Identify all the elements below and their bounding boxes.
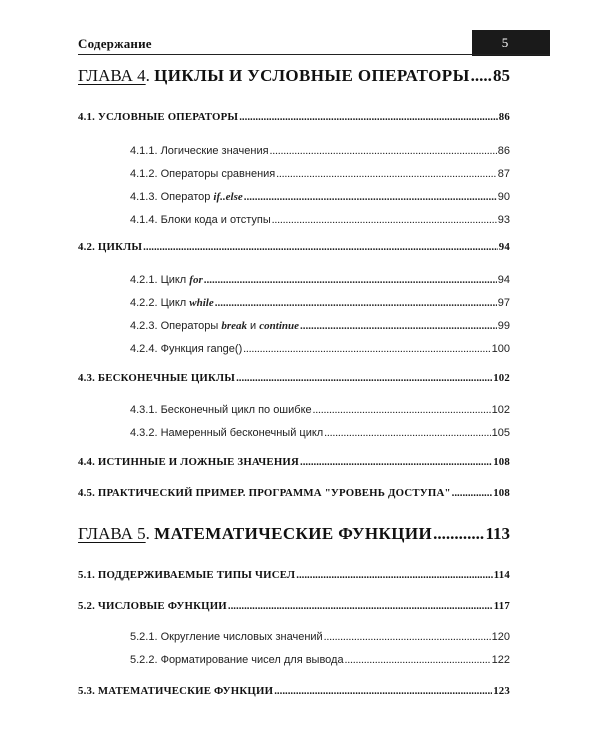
page-ref: 108	[493, 487, 510, 499]
page-ref: 86	[497, 145, 510, 157]
toc-subsection-4-1-1[interactable]	[130, 145, 510, 157]
leader-dots	[300, 320, 497, 332]
section-title: 4.5. ПРАКТИЧЕСКИЙ ПРИМЕР. ПРОГРАММА "УРОВЕНЬ ДОСТУПА"	[78, 487, 451, 499]
toc-subsection-4-1-4[interactable]	[130, 214, 510, 226]
page-ref: 120	[491, 631, 510, 643]
toc-section-5-3[interactable]	[78, 685, 510, 697]
leader-dots	[272, 214, 497, 226]
page-ref: 94	[498, 241, 510, 253]
leader-dots	[236, 372, 492, 384]
toc-chapter-5[interactable]: ГЛАВА 5. МАТЕМАТИЧЕСКИЕ ФУНКЦИИ ..... 113	[78, 524, 510, 544]
page-ref: 87	[497, 168, 510, 180]
section-title: 4.3. БЕСКОНЕЧНЫЕ ЦИКЛЫ	[78, 372, 236, 384]
toc-section-5-2[interactable]	[78, 600, 510, 612]
toc-subsection-5-2-1[interactable]	[130, 631, 510, 643]
subsection-title: 4.2.1. Цикл	[130, 274, 190, 286]
leader-dots	[324, 427, 490, 439]
leader-dots	[300, 456, 492, 468]
leader-dots	[239, 111, 498, 123]
toc-section-4-4[interactable]	[78, 456, 510, 468]
chapter-title: МАТЕМАТИЧЕСКИЕ ФУНКЦИИ	[154, 524, 433, 543]
leader-dots	[433, 524, 484, 544]
section-title: 4.1. УСЛОВНЫЕ ОПЕРАТОРЫ	[78, 111, 239, 123]
page-ref: 93	[497, 214, 510, 226]
leader-dots	[452, 487, 493, 499]
keyword-break: break	[221, 320, 247, 332]
header-rule	[78, 54, 550, 55]
leader-dots	[471, 66, 492, 86]
page-ref: 114	[493, 569, 510, 581]
page-ref: 105	[491, 427, 510, 439]
keyword: if..else	[213, 191, 243, 203]
page-ref: 117	[493, 600, 510, 612]
toc-section-4-5[interactable]	[78, 487, 510, 499]
subsection-title: 4.1.4. Блоки кода и отступы	[130, 214, 271, 226]
page-ref: 86	[498, 111, 510, 123]
toc-section-5-1[interactable]	[78, 569, 510, 581]
toc-subsection-4-3-1[interactable]	[130, 404, 510, 416]
page-ref: 85	[493, 66, 510, 85]
page-ref: 102	[493, 372, 510, 384]
leader-dots	[270, 145, 497, 157]
subsection-title: 4.1.2. Операторы сравнения	[130, 168, 276, 180]
toc-subsection-4-1-2[interactable]	[130, 168, 510, 180]
leader-dots	[324, 631, 491, 643]
toc-subsection-5-2-2[interactable]	[130, 654, 510, 666]
page-ref: 108	[493, 456, 510, 468]
page-ref: 102	[491, 404, 510, 416]
keyword: while	[189, 297, 214, 309]
toc-subsection-4-1-3[interactable]	[130, 191, 510, 203]
toc-section-4-2[interactable]	[78, 241, 510, 253]
leader-dots	[228, 600, 493, 612]
chapter-title: ЦИКЛЫ И УСЛОВНЫЕ ОПЕРАТОРЫ	[154, 66, 470, 85]
leader-dots	[345, 654, 491, 666]
toc-section-4-3[interactable]	[78, 372, 510, 384]
subsection-title: 4.1.1. Логические значения	[130, 145, 269, 157]
toc-subsection-4-2-4[interactable]	[130, 343, 510, 355]
leader-dots	[143, 241, 498, 253]
page-ref: 99	[497, 320, 510, 332]
toc-subsection-4-2-2[interactable]	[130, 297, 510, 309]
leader-dots	[215, 297, 497, 309]
keyword: for	[189, 274, 203, 286]
page-ref: 123	[493, 685, 510, 697]
subsection-title: 4.3.2. Намеренный бесконечный цикл	[130, 427, 324, 439]
subsection-title: 4.2.4. Функция range()	[130, 343, 243, 355]
section-title: 5.2. ЧИСЛОВЫЕ ФУНКЦИИ	[78, 600, 227, 612]
running-header-title: Содержание	[78, 36, 152, 51]
page-number: 5	[501, 35, 509, 50]
section-title: 5.1. ПОДДЕРЖИВАЕМЫЕ ТИПЫ ЧИСЕЛ	[78, 569, 296, 581]
keyword-continue: continue	[259, 320, 299, 332]
leader-dots	[296, 569, 493, 581]
leader-dots	[244, 191, 497, 203]
subsection-title: 5.2.1. Округление числовых значений	[130, 631, 323, 643]
chapter-label: ГЛАВА 5	[78, 524, 146, 543]
page-ref: 97	[497, 297, 510, 309]
section-title: 5.3. МАТЕМАТИЧЕСКИЕ ФУНКЦИИ	[78, 685, 274, 697]
subsection-title: 4.2.2. Цикл	[130, 297, 190, 309]
leader-dots	[204, 274, 497, 286]
leader-dots	[313, 404, 491, 416]
page-number-box	[472, 30, 550, 56]
subsection-title: 4.2.3. Операторы	[130, 320, 222, 332]
section-title: 4.2. ЦИКЛЫ	[78, 241, 143, 253]
subsection-title: 4.1.3. Оператор	[130, 191, 214, 203]
page-ref: 90	[497, 191, 510, 203]
page-ref: 122	[491, 654, 510, 666]
leader-dots	[243, 343, 490, 355]
conjunction: и	[247, 320, 260, 332]
page-ref: 94	[497, 274, 510, 286]
subsection-title: 5.2.2. Форматирование чисел для вывода	[130, 654, 344, 666]
leader-dots	[276, 168, 496, 180]
leader-dots	[274, 685, 492, 697]
page-ref: 100	[491, 343, 510, 355]
toc-subsection-4-2-1[interactable]	[130, 274, 510, 286]
subsection-title: 4.3.1. Бесконечный цикл по ошибке	[130, 404, 312, 416]
page-ref: 113	[485, 524, 510, 543]
section-title: 4.4. ИСТИННЫЕ И ЛОЖНЫЕ ЗНАЧЕНИЯ	[78, 456, 300, 468]
toc-subsection-4-2-3[interactable]	[130, 320, 510, 332]
toc-chapter-4[interactable]: ГЛАВА 4. ЦИКЛЫ И УСЛОВНЫЕ ОПЕРАТОРЫ ..... 85	[78, 66, 510, 86]
toc-section-4-1[interactable]	[78, 111, 510, 123]
chapter-label: ГЛАВА 4	[78, 66, 146, 85]
toc-subsection-4-3-2[interactable]	[130, 427, 510, 439]
